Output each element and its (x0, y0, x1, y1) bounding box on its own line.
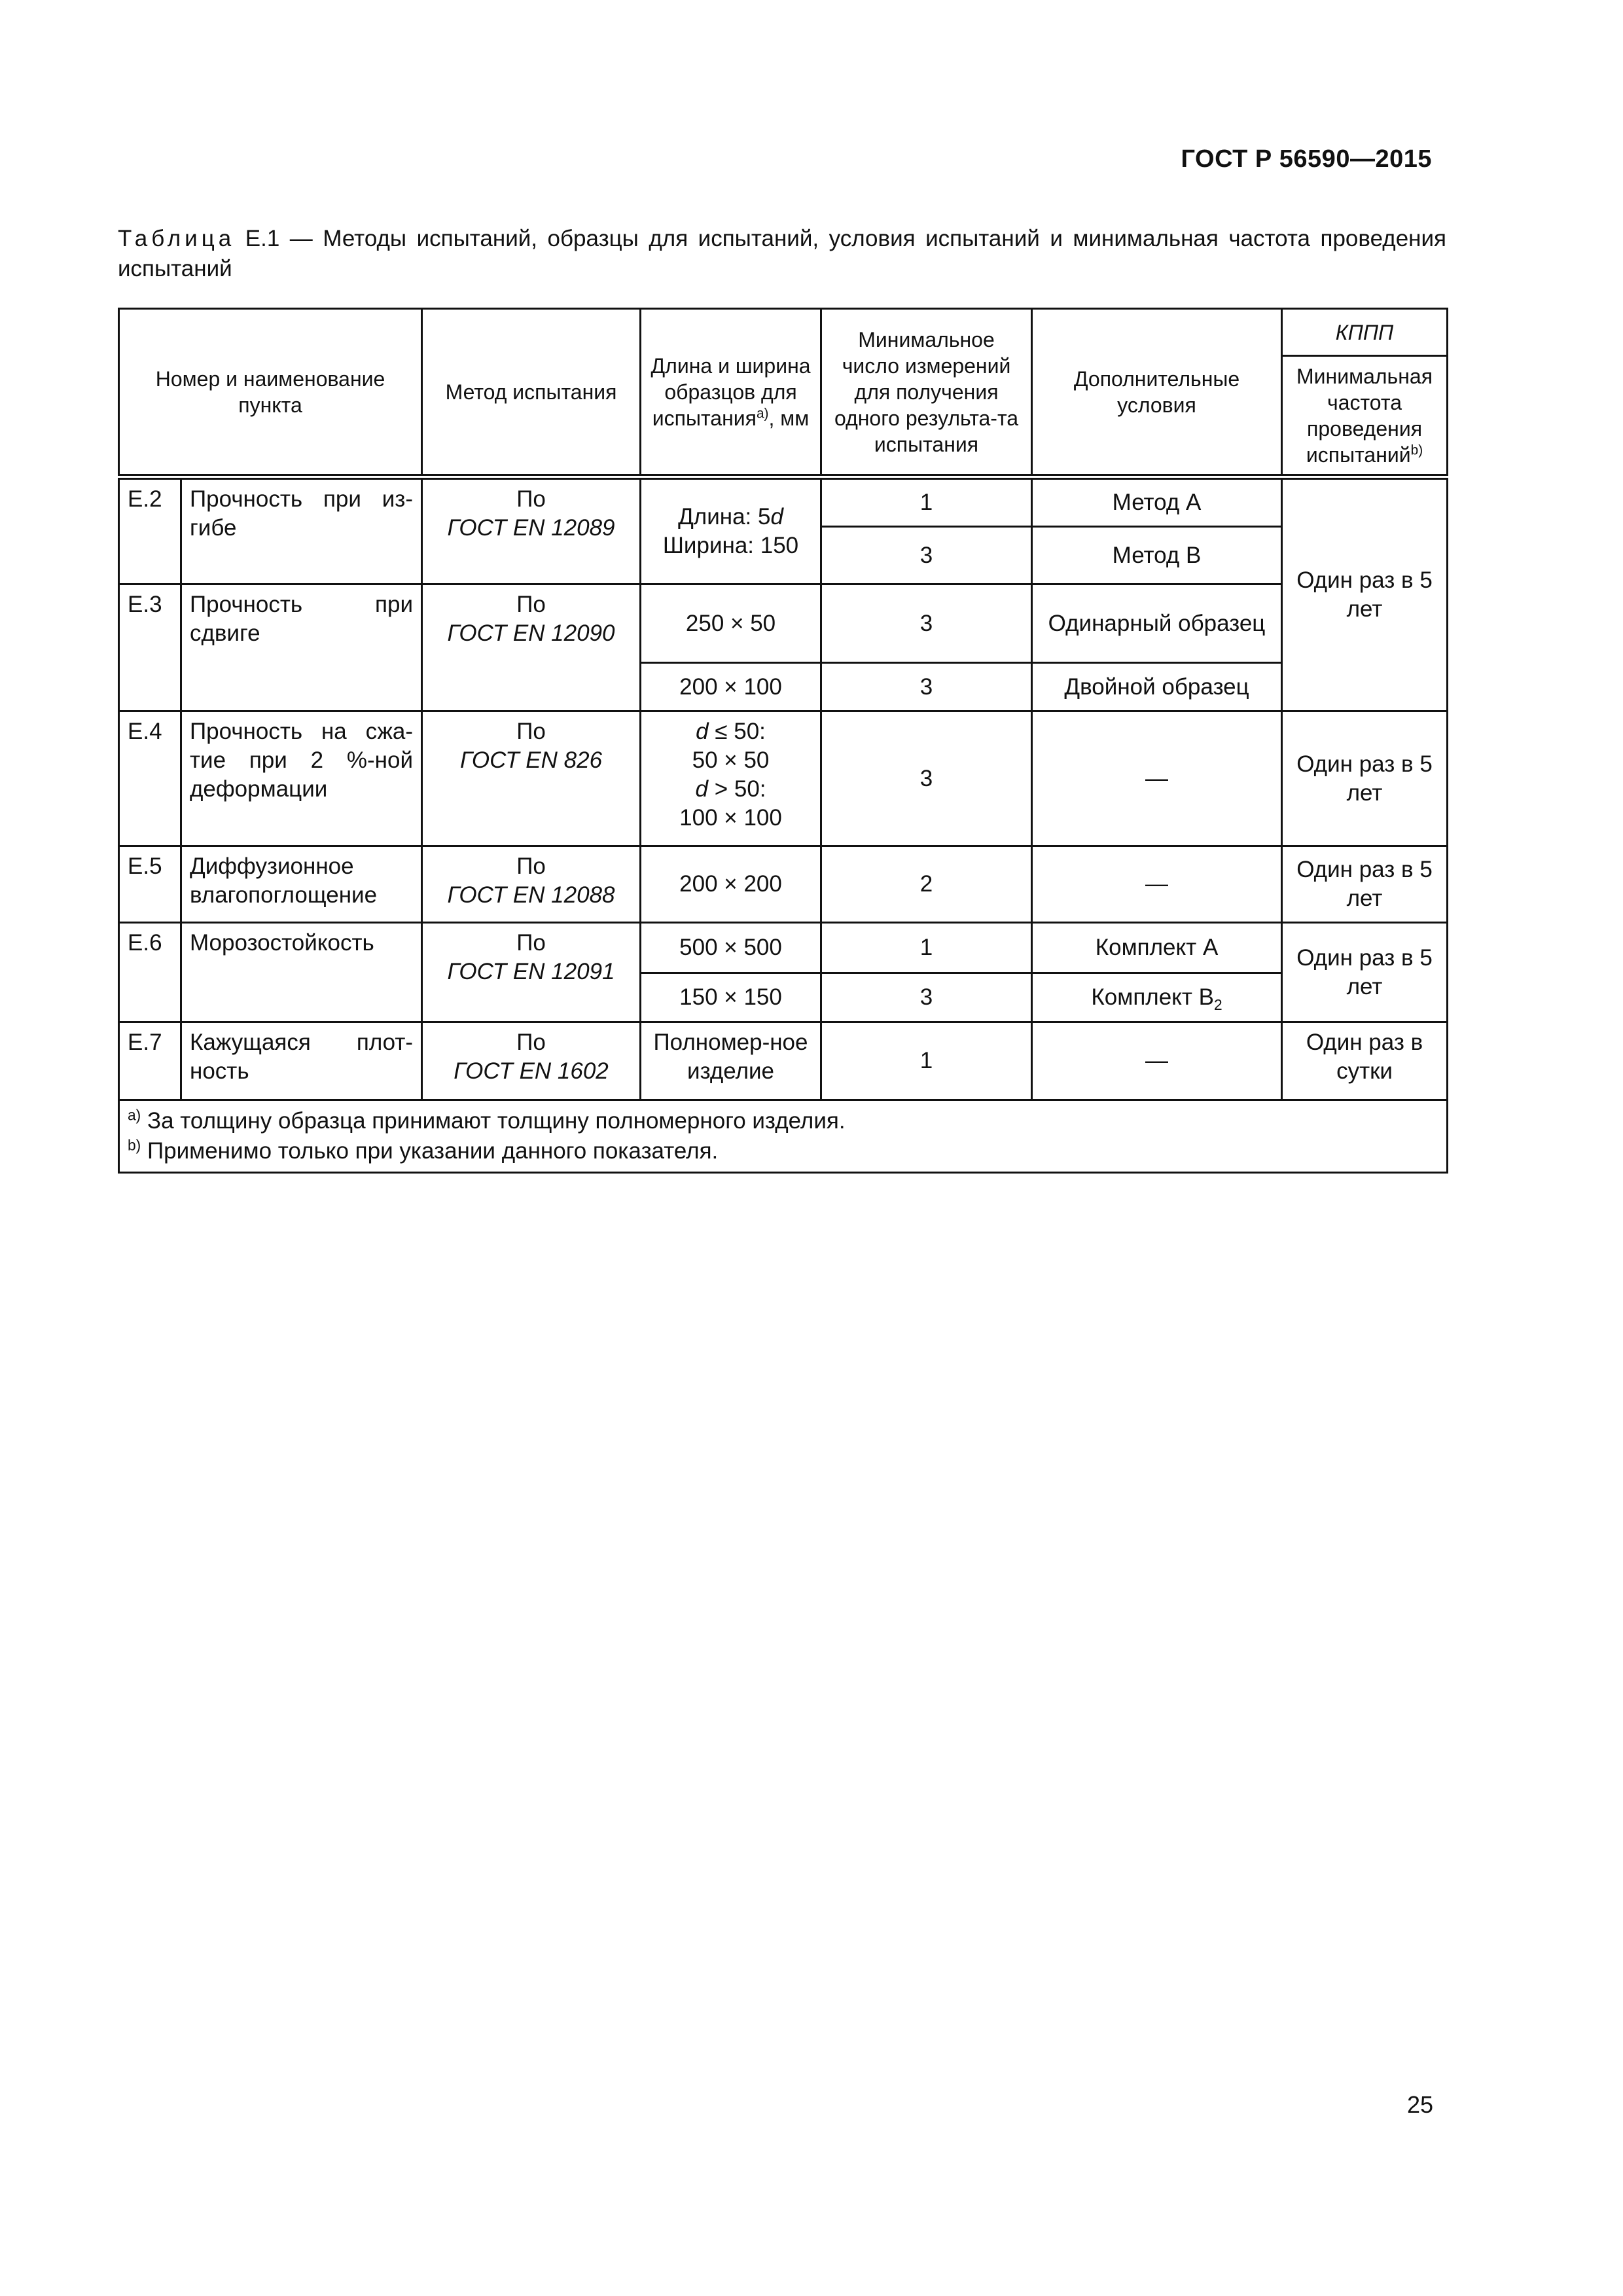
row-e2-method (422, 477, 641, 584)
header-size-footnote-mark: a) (756, 405, 769, 421)
row-e5-name: Диффузионное влагопоглощение (181, 846, 422, 923)
row-e4-method-prefix: По (516, 719, 546, 744)
row-e6-conditions-1: Комплект А (1032, 923, 1282, 973)
test-methods-table (118, 308, 1448, 1174)
header-frequency-text: Минимальная частота проведения испытаний (1296, 364, 1433, 467)
row-e5-conditions: — (1032, 846, 1282, 923)
row-e3-size-2: 200 × 100 (641, 663, 821, 711)
table-footnotes (119, 1100, 1448, 1173)
row-e7-size: Полномер-ное изделие (641, 1022, 821, 1100)
row-e7-method-standard: ГОСТ EN 1602 (454, 1058, 609, 1084)
row-e4-count: 3 (821, 711, 1032, 846)
row-e2-name: Прочность при из-гибе (181, 477, 422, 584)
row-e4-size-var-2: d (695, 776, 708, 802)
row-e6-method-prefix: По (516, 930, 546, 956)
row-e3-conditions-1: Одинарный образец (1032, 584, 1282, 663)
row-e4-size (641, 711, 821, 846)
row-e2-method-standard: ГОСТ EN 12089 (447, 515, 615, 541)
row-e4-size-value-2: 100 × 100 (679, 805, 782, 831)
row-e6-number: Е.6 (119, 923, 181, 1022)
row-e4-size-var-1: d (696, 719, 709, 744)
caption-text: Е.1 — Методы испытаний, образцы для испытаний, условия испытаний и минимальная частота проведения испытаний (118, 226, 1446, 281)
row-e5-size: 200 × 200 (641, 846, 821, 923)
header-kppp: КППП (1282, 309, 1448, 356)
row-e4-name: Прочность на сжа-тие при 2 %-ной деформации (181, 711, 422, 846)
header-frequency (1282, 356, 1448, 477)
footnote-a-text: За толщину образца принимают толщину полномерного изделия. (141, 1108, 846, 1134)
row-e3-count-1: 3 (821, 584, 1032, 663)
row-e6-conditions-2 (1032, 973, 1282, 1022)
footnote-a-mark: a) (128, 1106, 141, 1124)
row-e2-size-length-var: d (770, 504, 783, 529)
row-e7-method-prefix: По (516, 1030, 546, 1055)
row-e2-conditions-1: Метод А (1032, 477, 1282, 527)
header-size-unit: , мм (768, 406, 810, 430)
row-e6-count-1: 1 (821, 923, 1032, 973)
row-e6-size-2: 150 × 150 (641, 973, 821, 1022)
row-e6-frequency: Один раз в 5 лет (1282, 923, 1448, 1022)
row-e7-method (422, 1022, 641, 1100)
row-e3-method-standard: ГОСТ EN 12090 (447, 620, 615, 646)
row-e5-method-prefix: По (516, 853, 546, 879)
row-e6-name: Морозостойкость (181, 923, 422, 1022)
footnote-b (128, 1136, 1438, 1166)
row-e4-size-value-1: 50 × 50 (692, 747, 770, 773)
row-e6-method-standard: ГОСТ EN 12091 (447, 959, 615, 984)
row-e5-frequency: Один раз в 5 лет (1282, 846, 1448, 923)
row-e2-conditions-2: Метод В (1032, 527, 1282, 584)
row-e4-number: Е.4 (119, 711, 181, 846)
row-e7-number: Е.7 (119, 1022, 181, 1100)
footnote-b-text: Применимо только при указании данного показателя. (141, 1138, 719, 1164)
row-e2-size-width: Ширина: 150 (662, 533, 799, 558)
row-e3-number: Е.3 (119, 584, 181, 711)
row-e3-size-1: 250 × 50 (641, 584, 821, 663)
header-item: Номер и наименование пункта (119, 309, 422, 477)
row-e2-size (641, 477, 821, 584)
row-e7-frequency: Один раз в сутки (1282, 1022, 1448, 1100)
row-e3-name: Прочность при сдвиге (181, 584, 422, 711)
row-e4-conditions: — (1032, 711, 1282, 846)
header-count: Минимальное число измерений для получения одного результа-та испытания (821, 309, 1032, 477)
table-caption (118, 224, 1446, 284)
header-size-text: Длина и ширина образцов для испытания (651, 353, 811, 430)
document-header: ГОСТ Р 56590—2015 (1181, 145, 1432, 173)
row-e4-method-standard: ГОСТ EN 826 (459, 747, 603, 773)
header-method: Метод испытания (422, 309, 641, 477)
header-size (641, 309, 821, 477)
row-e3-count-2: 3 (821, 663, 1032, 711)
row-e5-method (422, 846, 641, 923)
row-e6-size-1: 500 × 500 (641, 923, 821, 973)
row-e2-method-prefix: По (516, 486, 546, 512)
row-e6-count-2: 3 (821, 973, 1032, 1022)
row-e7-count: 1 (821, 1022, 1032, 1100)
row-e5-method-standard: ГОСТ EN 12088 (447, 882, 615, 908)
caption-label: Таблица (118, 226, 236, 251)
row-e4-size-condition-1: ≤ 50: (708, 719, 766, 744)
header-frequency-footnote-mark: b) (1410, 442, 1423, 457)
row-e4-frequency: Один раз в 5 лет (1282, 711, 1448, 846)
row-e2-count-2: 3 (821, 527, 1032, 584)
row-e2-size-length: Длина: 5 (678, 504, 771, 529)
row-e2-count-1: 1 (821, 477, 1032, 527)
row-e2-number: Е.2 (119, 477, 181, 584)
row-e7-name: Кажущаяся плот-ность (181, 1022, 422, 1100)
row-e4-method (422, 711, 641, 846)
row-e3-method (422, 584, 641, 711)
footnote-b-mark: b) (128, 1136, 141, 1154)
row-e5-count: 2 (821, 846, 1032, 923)
row-e2-e3-frequency: Один раз в 5 лет (1282, 477, 1448, 711)
row-e3-conditions-2: Двойной образец (1032, 663, 1282, 711)
header-conditions: Дополнительные условия (1032, 309, 1282, 477)
footnote-a (128, 1106, 1438, 1136)
page-number: 25 (1406, 2091, 1433, 2118)
row-e7-conditions: — (1032, 1022, 1282, 1100)
row-e4-size-condition-2: > 50: (707, 776, 766, 802)
row-e6-conditions-2-text: Комплект В (1091, 984, 1214, 1010)
row-e6-conditions-2-subscript: 2 (1213, 996, 1222, 1013)
row-e6-method (422, 923, 641, 1022)
row-e3-method-prefix: По (516, 592, 546, 617)
row-e5-number: Е.5 (119, 846, 181, 923)
